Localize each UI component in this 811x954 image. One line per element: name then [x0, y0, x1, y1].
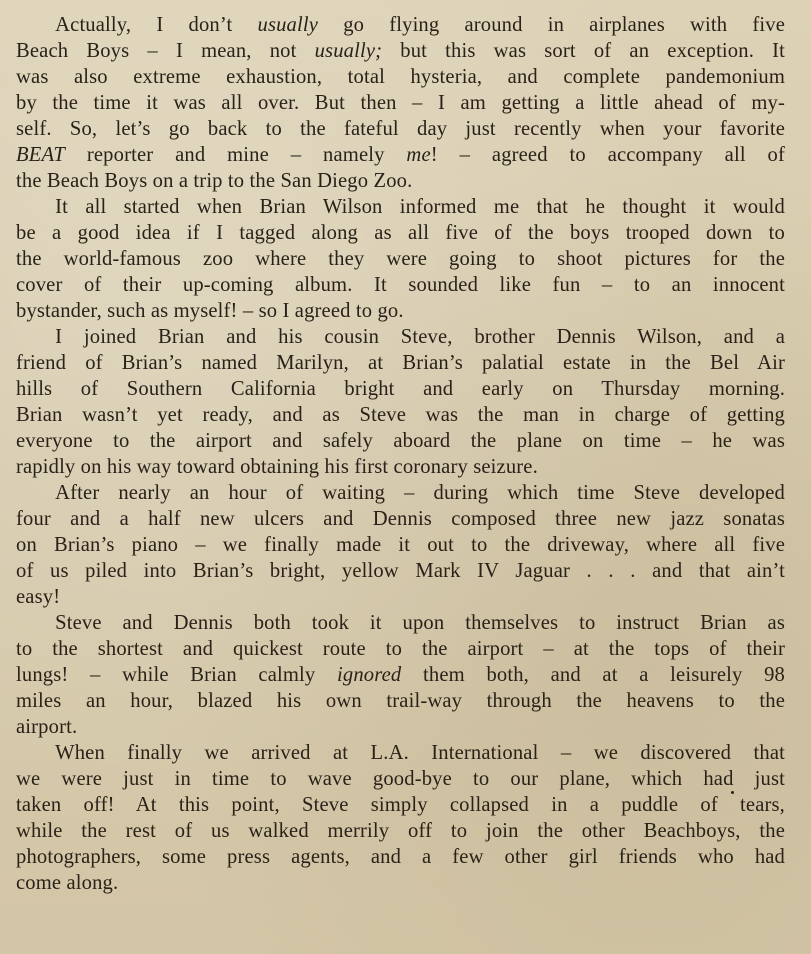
article-paragraph: [16, 610, 785, 740]
text-run: self. So, let’s go back to the fateful day just recently when your favorite: [16, 118, 785, 140]
text-line: [16, 662, 785, 688]
text-line: [16, 376, 785, 402]
text-run: I joined Brian and his cousin Steve, brother Dennis Wilson, and a: [55, 326, 785, 348]
text-run: taken off! At this point, Steve simply collapsed in a puddle of tears,: [16, 794, 785, 816]
text-line: [16, 714, 785, 740]
text-line: [16, 870, 785, 896]
text-line: [16, 428, 785, 454]
print-speck: [731, 791, 734, 794]
text-run: rapidly on his way toward obtaining his first coronary seizure.: [16, 456, 538, 478]
text-run: Brian wasn’t yet ready, and as Steve was the man in charge of getting: [16, 404, 785, 426]
text-line: [16, 168, 785, 194]
text-run: It all started when Brian Wilson informed me that he thought it would: [55, 196, 785, 218]
text-run: easy!: [16, 586, 61, 608]
text-line: [16, 818, 785, 844]
text-run: photographers, some press agents, and a few other girl friends who had: [16, 846, 785, 868]
text-line: [16, 532, 785, 558]
text-line: [16, 64, 785, 90]
text-run: hills of Southern California bright and early on Thursday morning.: [16, 378, 785, 400]
text-line: [16, 38, 785, 64]
italic-text: usually: [257, 14, 319, 36]
text-line: [16, 688, 785, 714]
text-run: on Brian’s piano – we finally made it out to the driveway, where all five: [16, 534, 785, 556]
text-line: [16, 610, 785, 636]
text-run: of us piled into Brian’s bright, yellow Mark IV Jaguar . . . and that ain’t: [16, 560, 785, 582]
text-run: cover of their up-coming album. It sounded like fun – to an innocent: [16, 274, 785, 296]
text-line: [16, 116, 785, 142]
text-line: [16, 350, 785, 376]
text-line: [16, 636, 785, 662]
text-run: come along.: [16, 872, 119, 894]
text-run: Beach Boys – I mean, not: [16, 40, 315, 62]
article-paragraph: [16, 324, 785, 480]
text-run: After nearly an hour of waiting – during which time Steve developed: [55, 482, 785, 504]
italic-text: usually;: [314, 40, 383, 62]
text-run: four and a half new ulcers and Dennis composed three new jazz sonatas: [16, 508, 785, 530]
text-line: [16, 480, 785, 506]
text-run: Actually, I don’t: [55, 14, 258, 36]
text-line: [16, 792, 785, 818]
text-line: [16, 194, 785, 220]
text-line: [16, 558, 785, 584]
text-line: [16, 324, 785, 350]
text-line: [16, 506, 785, 532]
text-line: [16, 246, 785, 272]
text-line: [16, 220, 785, 246]
text-line: [16, 90, 785, 116]
text-line: [16, 766, 785, 792]
text-run: by the time it was all over. But then – I am getting a little ahead of my-: [16, 92, 785, 114]
text-line: [16, 584, 785, 610]
text-run: go flying around in airplanes with five: [318, 14, 785, 36]
text-line: [16, 298, 785, 324]
article-paragraph: [16, 740, 785, 896]
text-line: [16, 844, 785, 870]
text-run: everyone to the airport and safely aboard the plane on time – he was: [16, 430, 785, 452]
text-run: Steve and Dennis both took it upon themselves to instruct Brian as: [55, 612, 785, 634]
text-run: we were just in time to wave good-bye to our plane, which had just: [16, 768, 785, 790]
italic-text: me: [406, 144, 431, 166]
text-line: [16, 272, 785, 298]
text-run: airport.: [16, 716, 78, 738]
text-line: [16, 454, 785, 480]
text-line: [16, 402, 785, 428]
text-run: but this was sort of an exception. It: [382, 40, 785, 62]
article-paragraph: [16, 480, 785, 610]
text-line: [16, 142, 785, 168]
italic-text: ignored: [337, 664, 402, 686]
text-run: lungs! – while Brian calmly: [16, 664, 338, 686]
text-run: to the shortest and quickest route to the airport – at the tops of their: [16, 638, 785, 660]
text-run: When finally we arrived at L.A. International – we discovered that: [55, 742, 785, 764]
text-run: the Beach Boys on a trip to the San Diego Zoo.: [16, 170, 413, 192]
text-run: them both, and at a leisurely 98: [401, 664, 785, 686]
text-run: the world-famous zoo where they were going to shoot pictures for the: [16, 248, 785, 270]
text-run: bystander, such as myself! – so I agreed to go.: [16, 300, 404, 322]
text-line: [16, 740, 785, 766]
article-paragraph: [16, 12, 785, 194]
article-paragraph: [16, 194, 785, 324]
italic-text: BEAT: [16, 144, 66, 166]
text-run: reporter and mine – namely: [65, 144, 407, 166]
text-run: friend of Brian’s named Marilyn, at Brian’s palatial estate in the Bel Air: [16, 352, 785, 374]
text-run: miles an hour, blazed his own trail-way through the heavens to the: [16, 690, 785, 712]
text-run: ! – agreed to accompany all of: [430, 144, 785, 166]
article-body: [16, 12, 785, 896]
text-run: be a good idea if I tagged along as all five of the boys trooped down to: [16, 222, 785, 244]
text-run: was also extreme exhaustion, total hysteria, and complete pandemonium: [16, 66, 785, 88]
text-line: [16, 12, 785, 38]
text-run: while the rest of us walked merrily off to join the other Beachboys, the: [16, 820, 785, 842]
